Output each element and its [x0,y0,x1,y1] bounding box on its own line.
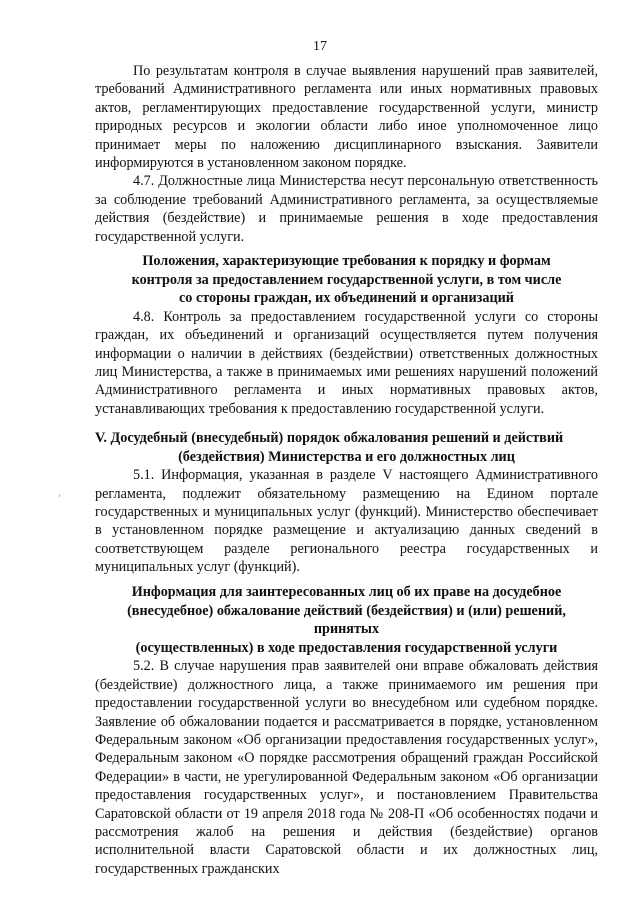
paragraph-4-8: 4.8. Контроль за предоставлением государственной услуги со стороны граждан, их объединений и организаций осуществляется путем получения информации о наличии в действиях (бездействии) ответственных должностных лиц Министерства, а также в принимаемых ими решениях нарушений положений Административного регламента и иных нормативных правовых актов, устанавливающих требования к предоставлению государственной услуги. [95,308,598,417]
margin-mark: › [58,490,61,500]
section-heading-line: со стороны граждан, их объединений и организаций [179,290,514,307]
paragraph-5-2: 5.2. В случае нарушения прав заявителей они вправе обжаловать действия (бездействие) должностного лица, а также принимаемого им решения при предоставлении государственной услуги во внесудебном или судебном порядке. Заявление об обжаловании подается и рассматривается в порядке, установленном Федеральным законом «Об организации предоставления государственных услуг», Федеральным законом «О порядке рассмотрения обращений граждан Российской Федерации» в части, не урегулированной Федеральным законом «Об организации предоставления государственных услуг», и постановлением Правительства Саратовской области от 19 апреля 2018 года № 208-П «Об особенностях подачи и рассмотрения жалоб на решения и действия (бездействие) органов исполнительной власти Саратовской области и их должностных лиц, государственных гражданских [95,658,598,877]
paragraph-5-1: 5.1. Информация, указанная в разделе V настоящего Административного регламента, подлежит обязательному размещению на Едином портале государственных и муниципальных услуг (функций). Министерство обеспечивает в установленном порядке размещение и актуализацию данных сведений в соответствующем разделе регионального реестра государственных и муниципальных услуг (функций). [95,467,598,576]
paragraph-control-results: По результатам контроля в случае выявления нарушений прав заявителей, требований Административного регламента или иных нормативных правовых актов, регламентирующих предоставление государственной услуги, министр природных ресурсов и экологии области либо иное уполномоченное лицо принимает меры по наложению дисциплинарного взыскания. Заявители информируются в установленном законом порядке. [95,63,598,172]
section-v-appeal [95,429,598,577]
section-heading-line: контроля за предоставлением государственной услуги, в том числе [131,271,562,288]
section-v-heading-line2: (бездействия) Министерства и его должностных лиц [178,448,515,465]
section-heading-line: Положения, характеризующие требования к порядку и формам [142,253,551,269]
section-v-heading: V. Досудебный (внесудебный) порядок обжалования решений и действий [95,430,564,446]
top-paragraphs [95,62,598,246]
section-heading-line: Информация для заинтересованных лиц об их праве на досудебное [131,584,562,600]
section-public-control [95,252,598,418]
section-heading-line: (осуществленных) в ходе предоставления государственной услуги [135,639,558,656]
section-heading-line: (внесудебное) обжалование действий (бездействия) и (или) решений, принятых [127,602,566,638]
paragraph-4-7: 4.7. Должностные лица Министерства несут персональную ответственность за соблюдение требований Административного регламента, за осуществляемые действия (бездействие) и принимаемые решения в ходе предоставления государственной услуги. [95,173,598,245]
section-appeal-info [95,583,598,878]
page-number: 17 [313,39,327,54]
